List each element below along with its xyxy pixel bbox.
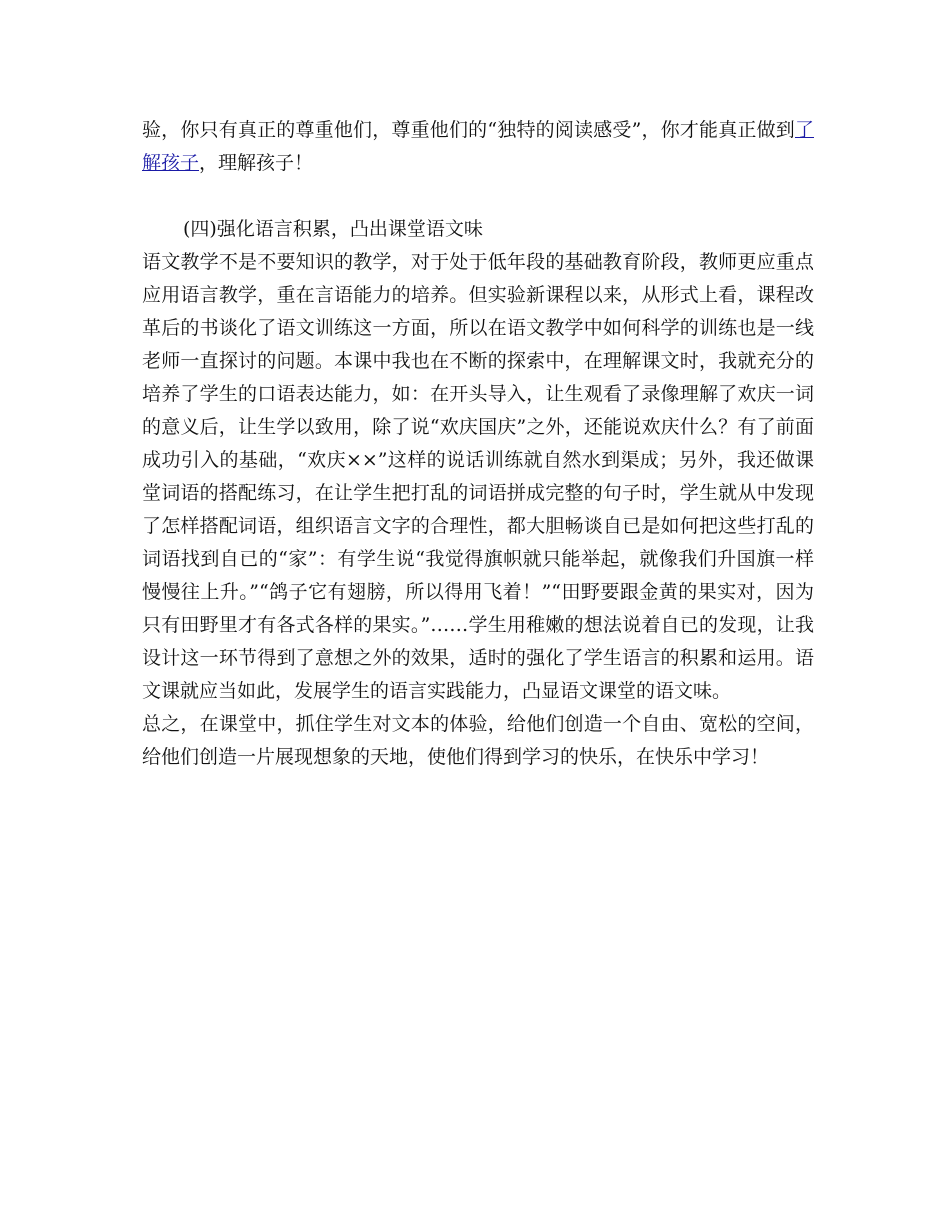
section-heading: (四)强化语言积累，凸出课堂语文味 [183,218,483,240]
paragraph-conclusion: 总之，在课堂中，抓住学生对文本的体验，给他们创造一个自由、宽松的空间，给他们创造一片展现想象的天地，使他们得到学习的快乐，在快乐中学习！ [142,713,814,768]
document-body [142,114,814,774]
paragraph-text-before-link: 验，你只有真正的尊重他们，尊重他们的“独特的阅读感受”，你才能真正做到 [142,119,795,141]
paragraph-language-accumulation: 语文教学不是不要知识的教学，对于处于低年段的基础教育阶段，教师更应重点应用语言教学，重在言语能力的培养。但实验新课程以来，从形式上看，课程改革后的书谈化了语文训练这一方面，所以在语文教学中如何科学的训练也是一线老师一直探讨的问题。本课中我也在不断的探索中，在理解课文时，我就充分的培养了学生的口语表达能力，如：在开头导入，让生观看了录像理解了欢庆一词的意义后，让生学以致用，除了说“欢庆国庆”之外，还能说欢庆什么？有了前面成功引入的基础，“欢庆××”这样的说话训练就自然水到渠成；另外，我还做课堂词语的搭配练习，在让学生把打乱的词语拼成完整的句子时，学生就从中发现了怎样搭配词语，组织语言文字的合理性，都大胆畅谈自已是如何把这些打乱的词语找到自已的“家”：有学生说“我觉得旗帜就只能举起，就像我们升国旗一样慢慢往上升。”“鸽子它有翅膀，所以得用飞着！”“田野要跟金黄的果实对，因为只有田野里才有各式各样的果实。”……学生用稚嫩的想法说着自已的发现，让我设计这一环节得到了意想之外的效果，适时的强化了学生语言的积累和运用。语文课就应当如此，发展学生的语言实践能力，凸显语文课堂的语文味。 [142,251,814,702]
understand-children-link[interactable]: 了解孩子 [142,119,814,174]
paragraph-text-after-link: ，理解孩子！ [199,152,314,174]
paragraph-reading-experience [142,114,814,180]
